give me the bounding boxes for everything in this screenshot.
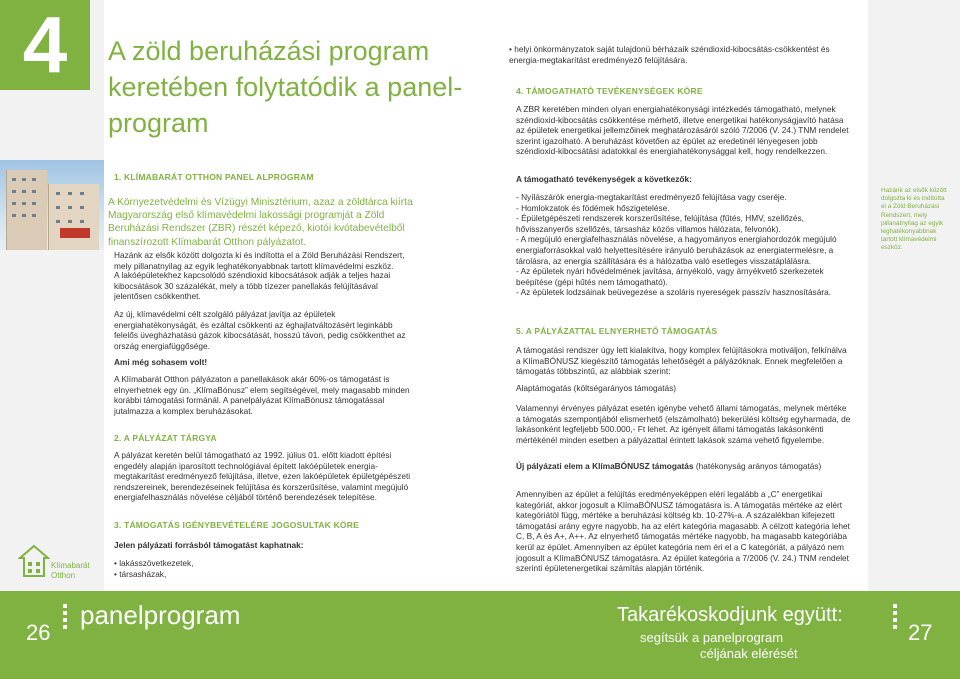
eligible-list [114,558,417,579]
right-margin-strip [868,0,960,591]
top-continuation-list [509,44,849,65]
section-1-heading: 1. KLÍMABARÁT OTTHON PANEL ALPROGRAM [114,172,314,182]
right-paragraph-6 [516,461,852,472]
left-paragraph-3: Az új, klímavédelmi célt szolgáló pályázat javítja az épületek energiahatékonyságát, és ezáltal csökkenti az éghajlatváltozásért leginkább felelős üvegházhatású gázok kibocsátását, hosszú távon, pedig csökkenthet az ország energiafüggősége. [114,309,406,351]
activities-list [516,192,852,298]
footer-dots-right [893,604,899,632]
logo-line-1: Klímabarát [51,561,90,570]
list-item: - Épületgépészeti rendszerek korszerűsítése, felújítása (fűtés, HMV, szellőzés, hővisszanyerős szellőzés, társasház közös villamos hálózata, felvonók). [516,213,804,234]
page-title-line-3: program [108,108,209,138]
right-paragraph-3: A támogatási rendszer úgy lett kialakítva, hogy komplex felújításokra motiváljon, felkínálva a KlímaBÓNUSZ kiegészítő támogatás lehetőségét a pályázóknak. Ennek megfelelően a támogatás többszintű, az alábbiak szerint: [516,345,847,377]
section-5-heading: 5. A PÁLYÁZATTAL ELNYERHETŐ TÁMOGATÁS [516,326,718,336]
klimabonusz-bold: Új pályázati elem a KlímaBÓNUSZ támogatás [516,461,694,471]
left-bold-eligibility: Jelen pályázati forrásból támogatást kaphatnak: [114,540,304,550]
logo-line-2: Otthon [51,571,76,580]
building-photo [0,160,104,250]
right-paragraph-7: Amennyiben az épület a felújítás eredményeképpen eléri legalább a „C” energetikai kategóriát, akkor jogosult a KlímaBÓNUSZ támogatásra is. A támogatás mértéke az elért kategóriától függ, mértéke a beruházási költség kb. 10-27%-a. A százalékban kifejezett támogatási arány egyre nagyobb, ha az elért kategória magasabb. A célzott kategória lehet C, B, A és A+, A++. Az elnyerhető támogatás mértéke nagyobb, ha magasabb kategóriába kerül az épület. Amennyiben az épület kategória nem éri el a C kategóriát, a pályázó nem jogosult a KlímaBÓNUSZ támogatásra. Az épület kategória a 7/2006 (V. 24.) TNM rendelet szerinti épületenergetikai számítás alapján történik. [516,489,850,574]
section-3-heading: 3. TÁMOGATÁS IGÉNYBEVÉTELÉRE JOGOSULTAK KÖRE [114,520,359,530]
list-item: - Homlokzatok és födémek hőszigetelése. [516,202,670,213]
footer-right-line-3: céljának elérését [700,646,798,661]
klimabonusz-rest: (hatékonyság arányos támogatás) [693,461,822,471]
section-4-heading: 4. TÁMOGATHATÓ TEVÉKENYSÉGEK KÖRE [516,86,703,96]
page-title-line-1: A zöld beruházási program [108,36,430,66]
section-2-heading: 2. A PÁLYÁZAT TÁRGYA [114,433,217,443]
list-item: • társasházak, [114,569,417,580]
footer-dots-left [63,604,69,632]
lead-paragraph: A Környezetvédelmi és Vízügyi Minisztérium, azaz a zöldtárca kiírta Magyarország első klímavédelmi lakossági programját a Zöld Beruházási Rendszer (ZBR) részét képező, kiotói kvótabevételből finanszírozott Klímabarát Otthon pályázatot. [108,197,413,248]
left-bold-line: Ami még sohasem volt! [114,357,208,367]
side-note: Hazánk az elsők között dolgozta ki és indította el a Zöld Beruházási Rendszert, mely pillanatnyilag az egyik leghatékonyabbnak tartott klímavédelmi eszköz. [881,187,947,252]
footer-right-line-1: Takarékoskodjunk együtt: [617,604,843,626]
chapter-number: 4 [22,0,68,89]
footer-right-line-2: segítsük a panelprogram [640,630,784,645]
list-item: - Nyílászárók energia-megtakarítást eredményező felújítása vagy cseréje. [516,192,787,202]
right-paragraph-1: A ZBR keretében minden olyan energiahatékonysági intézkedés támogatható, melynek széndioxid-kibocsátás csökkentése mérhető, illetve energetikai hatékonyságjavító hatása az épületek energetikai jellemzőinek meghatározásáról szóló 7/2006 (V. 24.) TNM rendelet szerint igazolható. A beruházást követően az épület az eredetinél lényegesen jobb széndioxid-kibocsátási adatokkal és energiahatékonysággal kell, hogy rendelkezzen. [516,104,849,157]
left-paragraph-2: A lakóépületekhez kapcsolódó széndioxid kibocsátások adják a teljes hazai kibocsátások 30 százalékát, mely a több tízezer panellakás felújításával jelentősen csökkenthet. [114,270,391,302]
logo-text [51,561,90,581]
left-paragraph-5: A Klímabarát Otthon pályázaton a panellakások akár 60%-os támogatást is elnyerhetnek egy ún. „KlímaBónusz” elem segítségével, mely magasabb minden korábbi támogatási formánál. A panelpályázat KlímaBónusz támogatással jutalmazza a komplex beruházásokat. [114,374,410,416]
klimabarat-logo [18,544,50,583]
left-paragraph-1: Hazánk az elsők között dolgozta ki és indította el a Zöld Beruházási Rendszert, mely pillanatnyilag az egyik leghatékonyabbnak tartott klímavédelmi eszköz. [114,250,405,271]
list-item: • helyi önkormányzatok saját tulajdonú bérházaik széndioxid-kibocsátás-csökkentést és energia-megtakarítást eredményező felújítására. [509,44,849,65]
left-paragraph-6: A pályázat keretén belül támogatható az 1992. július 01. előtt kiadott építési engedély alapján iparosított technológiával épített lakóépületek energia-megtakarítást eredményező felújítása, illetve, ezen lakóépületek épületgépészeti rendszereinek, berendezéseinek felújítása és korszerűsítése, valamint megújuló energiafelhasználás növelése céljából történő berendezések telepítése. [114,450,411,503]
list-item: - Az épületek nyári hővédelmének javítása, árnyékoló, vagy árnyékvető szerkezetek beépítése (gépi hűtés nem támogatható). [516,266,824,287]
page-number-left: 26 [26,620,51,645]
page-number-right: 27 [908,620,933,645]
right-paragraph-4: Alaptámogatás (költségarányos támogatás) [516,383,677,393]
footer-left-title: panelprogram [80,600,241,630]
list-item: - A megújuló energiafelhasználás növelése, a hagyományos energiahordozók megújuló energiaforrásokkal való helyettesítésére irányuló beruházások az energiatermelésre, a tárolásra, az energia szállítására és a hálózatba való esetleges visszatáplálásra. [516,234,837,266]
page-title-line-2: keretében folytatódik a panel- [108,72,463,102]
list-item: - Az épületek lodzsáinak beüvegezése a szoláris nyereségek passzív hasznosítására. [516,287,831,298]
list-item: • lakásszövetkezetek, [114,558,417,569]
right-paragraph-5: Valamennyi érvényes pályázat esetén igénybe vehető állami támogatás, melynek mértéke a támogatás szempontjából elismerhető (elszámolható) bekerülési költség egyharmada, de lakásonként legfeljebb 500.000,- Ft lehet. Az igényelt állami támogatás lakásonkénti mértékénél minden esetben a pályázattal érintett lakások száma vehető figyelembe. [516,403,851,445]
house-logo-icon [18,544,50,578]
right-bold-activities: A támogatható tevékenységek a következők: [516,174,692,184]
